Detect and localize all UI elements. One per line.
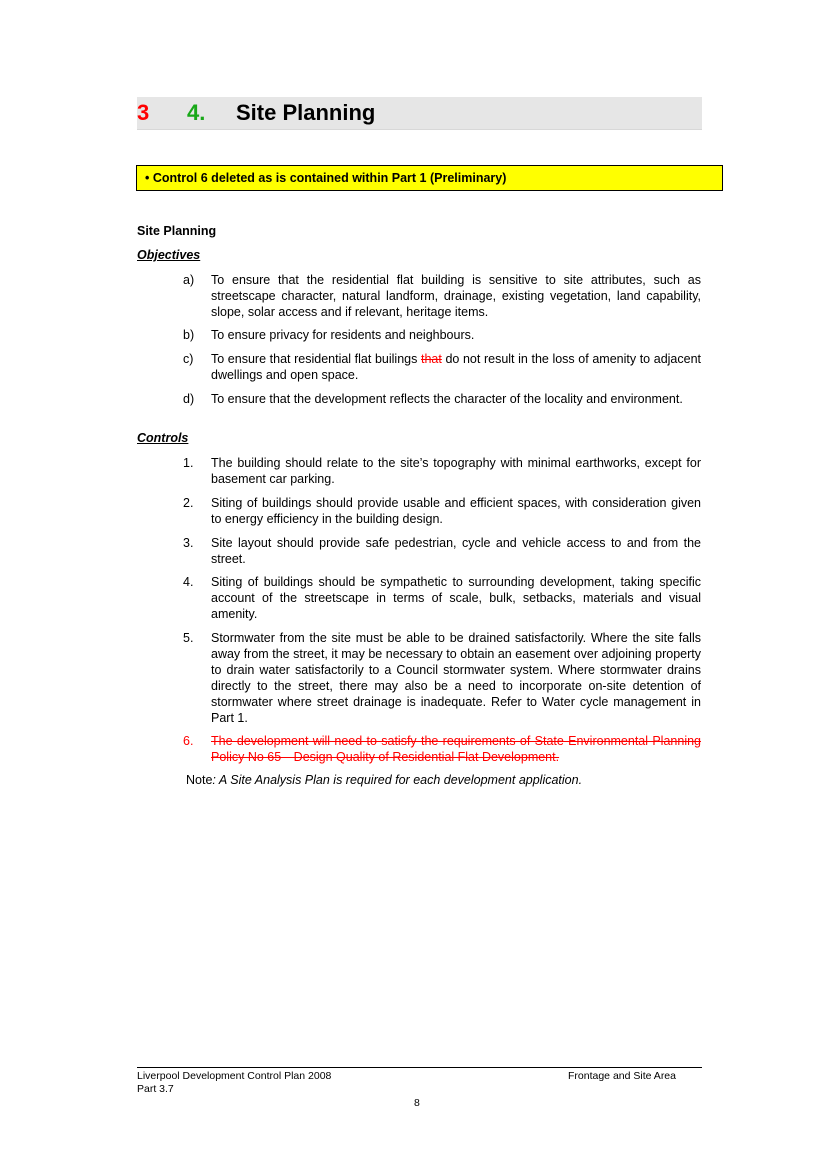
item-text: Site layout should provide safe pedestrian, cycle and vehicle access to and from the street. [211,536,701,566]
footer-document-title: Liverpool Development Control Plan 2008 [137,1070,332,1082]
objectives-heading: Objectives [137,248,201,262]
page-number: 8 [414,1097,420,1109]
item-marker: 5. [183,631,194,645]
amendment-notice: • Control 6 deleted as is contained within Part 1 (Preliminary) [136,165,723,191]
item-marker: 4. [183,575,194,589]
control-item [183,574,701,622]
objective-item [183,272,701,320]
deleted-section-number: 3 [137,100,150,125]
item-text: To ensure that the residential flat building is sensitive to site attributes, such as streetscape character, natural landform, drainage, existing vegetation, land capability, slope, solar access and if relevant, heritage items. [211,273,701,319]
footer-section-name: Frontage and Site Area [568,1070,676,1082]
objective-item [183,327,701,343]
item-marker: b) [183,328,195,342]
item-marker: a) [183,273,195,287]
item-marker: 1. [183,456,194,470]
control-item [183,535,701,567]
item-text-start: To ensure that residential flat builings [211,352,421,366]
control-item [183,455,701,487]
item-text: To ensure that the development reflects the character of the locality and environment. [211,392,683,406]
item-text [211,351,701,383]
item-text: Stormwater from the site must be able to be drained satisfactorily. Where the site falls away from the street, it may be necessary to obtain an easement over adjoining property to drain water satisfactorily to a Council stormwater system. Where stormwater drains directly to the street, there may also be a need to incorporate on-site detention of stormwater where street drainage is inadequate. Refer to Water cycle management in Part 1. [211,631,701,725]
item-marker: 3. [183,536,194,550]
item-text: The development will need to satisfy the requirements of State Environmental Planning Policy No 65—Design Quality of Residential Flat Development. [211,734,701,764]
item-text: To ensure privacy for residents and neighbours. [211,328,475,342]
deleted-control-item [183,733,701,765]
objective-item [183,351,701,383]
section-heading [137,97,702,130]
controls-heading: Controls [137,431,189,445]
section-title: Site Planning [137,224,217,238]
item-text-end: do not result in the loss of amenity to adjacent dwellings and open space. [211,352,701,382]
control-item [183,630,701,726]
item-marker: 6. [183,734,194,748]
note [186,773,582,787]
item-text: Siting of buildings should provide usable and efficient spaces, with consideration given to energy efficiency in the building design. [211,496,701,526]
item-marker: c) [183,352,194,366]
control-item [183,495,701,527]
item-text: The building should relate to the site’s topography with minimal earthworks, except for basement car parking. [211,456,701,486]
section-number: 4. [187,100,206,125]
objective-item [183,391,701,407]
page-title: Site Planning [236,100,376,125]
item-text: Siting of buildings should be sympathetic to surrounding development, taking specific account of the streetscape in terms of scale, bulk, setbacks, materials and visual amenity. [211,575,701,621]
footer-part: Part 3.7 [137,1083,174,1095]
item-marker: d) [183,392,195,406]
footer-divider [137,1067,702,1068]
note-text: : A Site Analysis Plan is required for each development application. [212,773,583,787]
item-marker: 2. [183,496,194,510]
note-label: Note [186,773,213,787]
deleted-word: that [420,352,442,366]
